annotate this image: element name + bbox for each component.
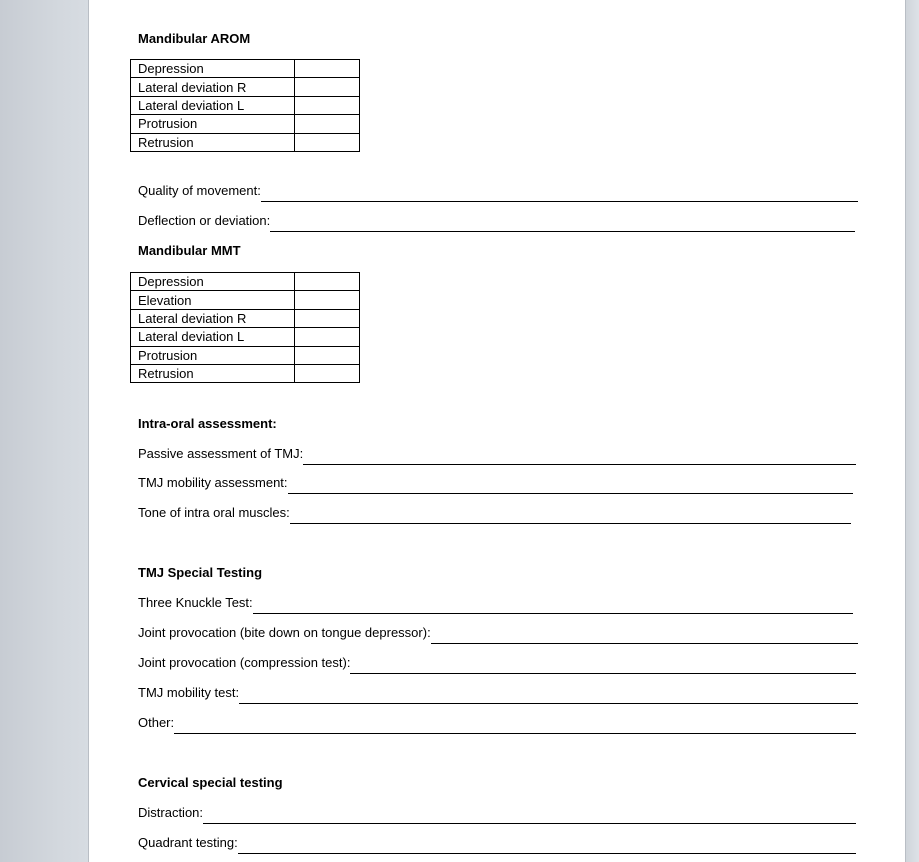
field-label: TMJ mobility assessment: <box>138 475 288 490</box>
field-label: Deflection or deviation: <box>138 213 271 228</box>
field-label: Other: <box>138 715 175 730</box>
value-cell[interactable] <box>295 115 360 133</box>
cervical-heading: Cervical special testing <box>138 775 283 790</box>
document-page[interactable] <box>89 0 905 862</box>
joint-provocation-compression-field[interactable] <box>138 655 856 671</box>
tone-intraoral-field[interactable] <box>138 505 851 521</box>
table-row <box>131 291 360 309</box>
fill-line[interactable] <box>203 823 856 824</box>
field-label: Distraction: <box>138 805 204 820</box>
table-row <box>131 115 360 133</box>
row-label: Lateral deviation L <box>131 328 295 346</box>
fill-line[interactable] <box>239 703 858 704</box>
table-row <box>131 273 360 291</box>
joint-provocation-bite-field[interactable] <box>138 625 858 641</box>
fill-line[interactable] <box>290 523 851 524</box>
table-row <box>131 328 360 346</box>
field-label: Tone of intra oral muscles: <box>138 505 290 520</box>
tmj-mobility-test-field[interactable] <box>138 685 858 701</box>
intraoral-heading: Intra-oral assessment: <box>138 416 277 431</box>
value-cell[interactable] <box>295 328 360 346</box>
field-label: TMJ mobility test: <box>138 685 240 700</box>
deflection-field[interactable] <box>138 213 855 229</box>
value-cell[interactable] <box>295 60 360 78</box>
row-label: Protrusion <box>131 346 295 364</box>
field-label: Three Knuckle Test: <box>138 595 253 610</box>
arom-table <box>130 59 360 152</box>
row-label: Depression <box>131 60 295 78</box>
fill-line[interactable] <box>288 493 853 494</box>
table-row <box>131 364 360 382</box>
row-label: Retrusion <box>131 364 295 382</box>
quality-of-movement-field[interactable] <box>138 183 858 199</box>
mmt-table <box>130 272 360 383</box>
row-label: Lateral deviation R <box>131 309 295 327</box>
fill-line[interactable] <box>270 231 855 232</box>
table-row <box>131 309 360 327</box>
row-label: Retrusion <box>131 133 295 151</box>
tmj-mobility-assessment-field[interactable] <box>138 475 853 491</box>
window-background <box>905 0 919 862</box>
fill-line[interactable] <box>350 673 856 674</box>
field-label: Joint provocation (compression test): <box>138 655 351 670</box>
three-knuckle-field[interactable] <box>138 595 853 611</box>
table-row <box>131 78 360 96</box>
other-field[interactable] <box>138 715 856 731</box>
quadrant-testing-field[interactable] <box>138 835 856 851</box>
fill-line[interactable] <box>303 464 856 465</box>
fill-line[interactable] <box>261 201 858 202</box>
fill-line[interactable] <box>431 643 858 644</box>
field-label: Quadrant testing: <box>138 835 238 850</box>
value-cell[interactable] <box>295 291 360 309</box>
value-cell[interactable] <box>295 133 360 151</box>
value-cell[interactable] <box>295 273 360 291</box>
field-label: Joint provocation (bite down on tongue depressor): <box>138 625 431 640</box>
table-row <box>131 133 360 151</box>
row-label: Lateral deviation L <box>131 96 295 114</box>
row-label: Elevation <box>131 291 295 309</box>
row-label: Protrusion <box>131 115 295 133</box>
value-cell[interactable] <box>295 346 360 364</box>
mmt-heading: Mandibular MMT <box>138 243 241 258</box>
value-cell[interactable] <box>295 96 360 114</box>
fill-line[interactable] <box>238 853 856 854</box>
table-row <box>131 96 360 114</box>
field-label: Quality of movement: <box>138 183 261 198</box>
value-cell[interactable] <box>295 309 360 327</box>
fill-line[interactable] <box>174 733 856 734</box>
passive-assessment-field[interactable] <box>138 446 856 462</box>
distraction-field[interactable] <box>138 805 856 821</box>
table-row <box>131 60 360 78</box>
field-label: Passive assessment of TMJ: <box>138 446 304 461</box>
fill-line[interactable] <box>253 613 853 614</box>
tmj-testing-heading: TMJ Special Testing <box>138 565 263 580</box>
value-cell[interactable] <box>295 78 360 96</box>
arom-heading: Mandibular AROM <box>138 31 251 46</box>
row-label: Depression <box>131 273 295 291</box>
row-label: Lateral deviation R <box>131 78 295 96</box>
value-cell[interactable] <box>295 364 360 382</box>
table-row <box>131 346 360 364</box>
